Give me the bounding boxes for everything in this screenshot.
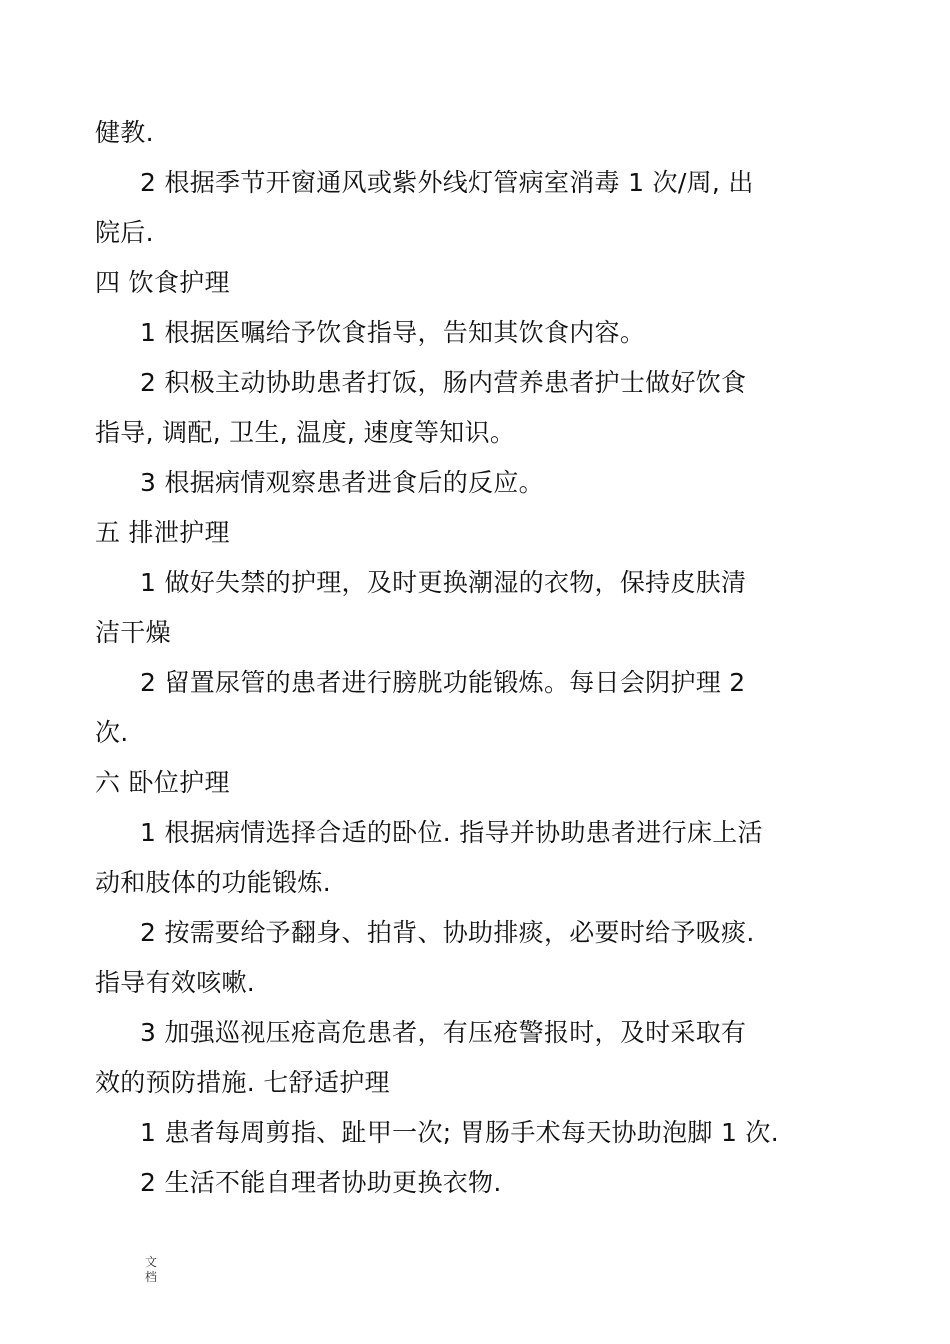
section-heading: 四 饮食护理 [95,268,230,297]
text-line: 1 根据病情选择合适的卧位. 指导并协助患者进行床上活 [140,818,763,847]
text-line: 指导, 调配, 卫生, 温度, 速度等知识。 [95,418,516,447]
text-line: 3 根据病情观察患者进食后的反应。 [140,468,544,497]
text-line: 1 根据医嘱给予饮食指导，告知其饮食内容。 [140,318,646,347]
text-line: 院后. [95,218,154,247]
text-line: 3 加强巡视压疮高危患者，有压疮警报时，及时采取有 [140,1018,747,1047]
text-line: 2 按需要给予翻身、拍背、协助排痰，必要时给予吸痰. [140,918,755,947]
text-line: 健教. [95,118,154,147]
text-line: 指导有效咳嗽. [95,968,256,997]
section-heading: 六 卧位护理 [95,768,230,797]
text-line: 2 根据季节开窗通风或紫外线灯管病室消毒 1 次/周, 出 [140,168,754,197]
text-line: 2 留置尿管的患者进行膀胱功能锻炼。每日会阴护理 2 [140,668,746,697]
text-line: 洁干燥 [95,618,171,647]
text-line: 动和肢体的功能锻炼. [95,868,331,897]
text-line: 次. [95,718,129,747]
text-line: 1 做好失禁的护理，及时更换潮湿的衣物，保持皮肤清 [140,568,747,597]
text-line: 2 积极主动协助患者打饭，肠内营养患者护士做好饮食 [140,368,747,397]
text-line: 1 患者每周剪指、趾甲一次; 胃肠手术每天协助泡脚 1 次. [140,1118,779,1147]
page-footer: 文档 [145,1255,158,1284]
section-heading: 五 排泄护理 [95,518,230,547]
text-line: 2 生活不能自理者协助更换衣物. [140,1168,502,1197]
document-body [95,108,825,1208]
text-line: 效的预防措施. 七舒适护理 [95,1068,390,1097]
